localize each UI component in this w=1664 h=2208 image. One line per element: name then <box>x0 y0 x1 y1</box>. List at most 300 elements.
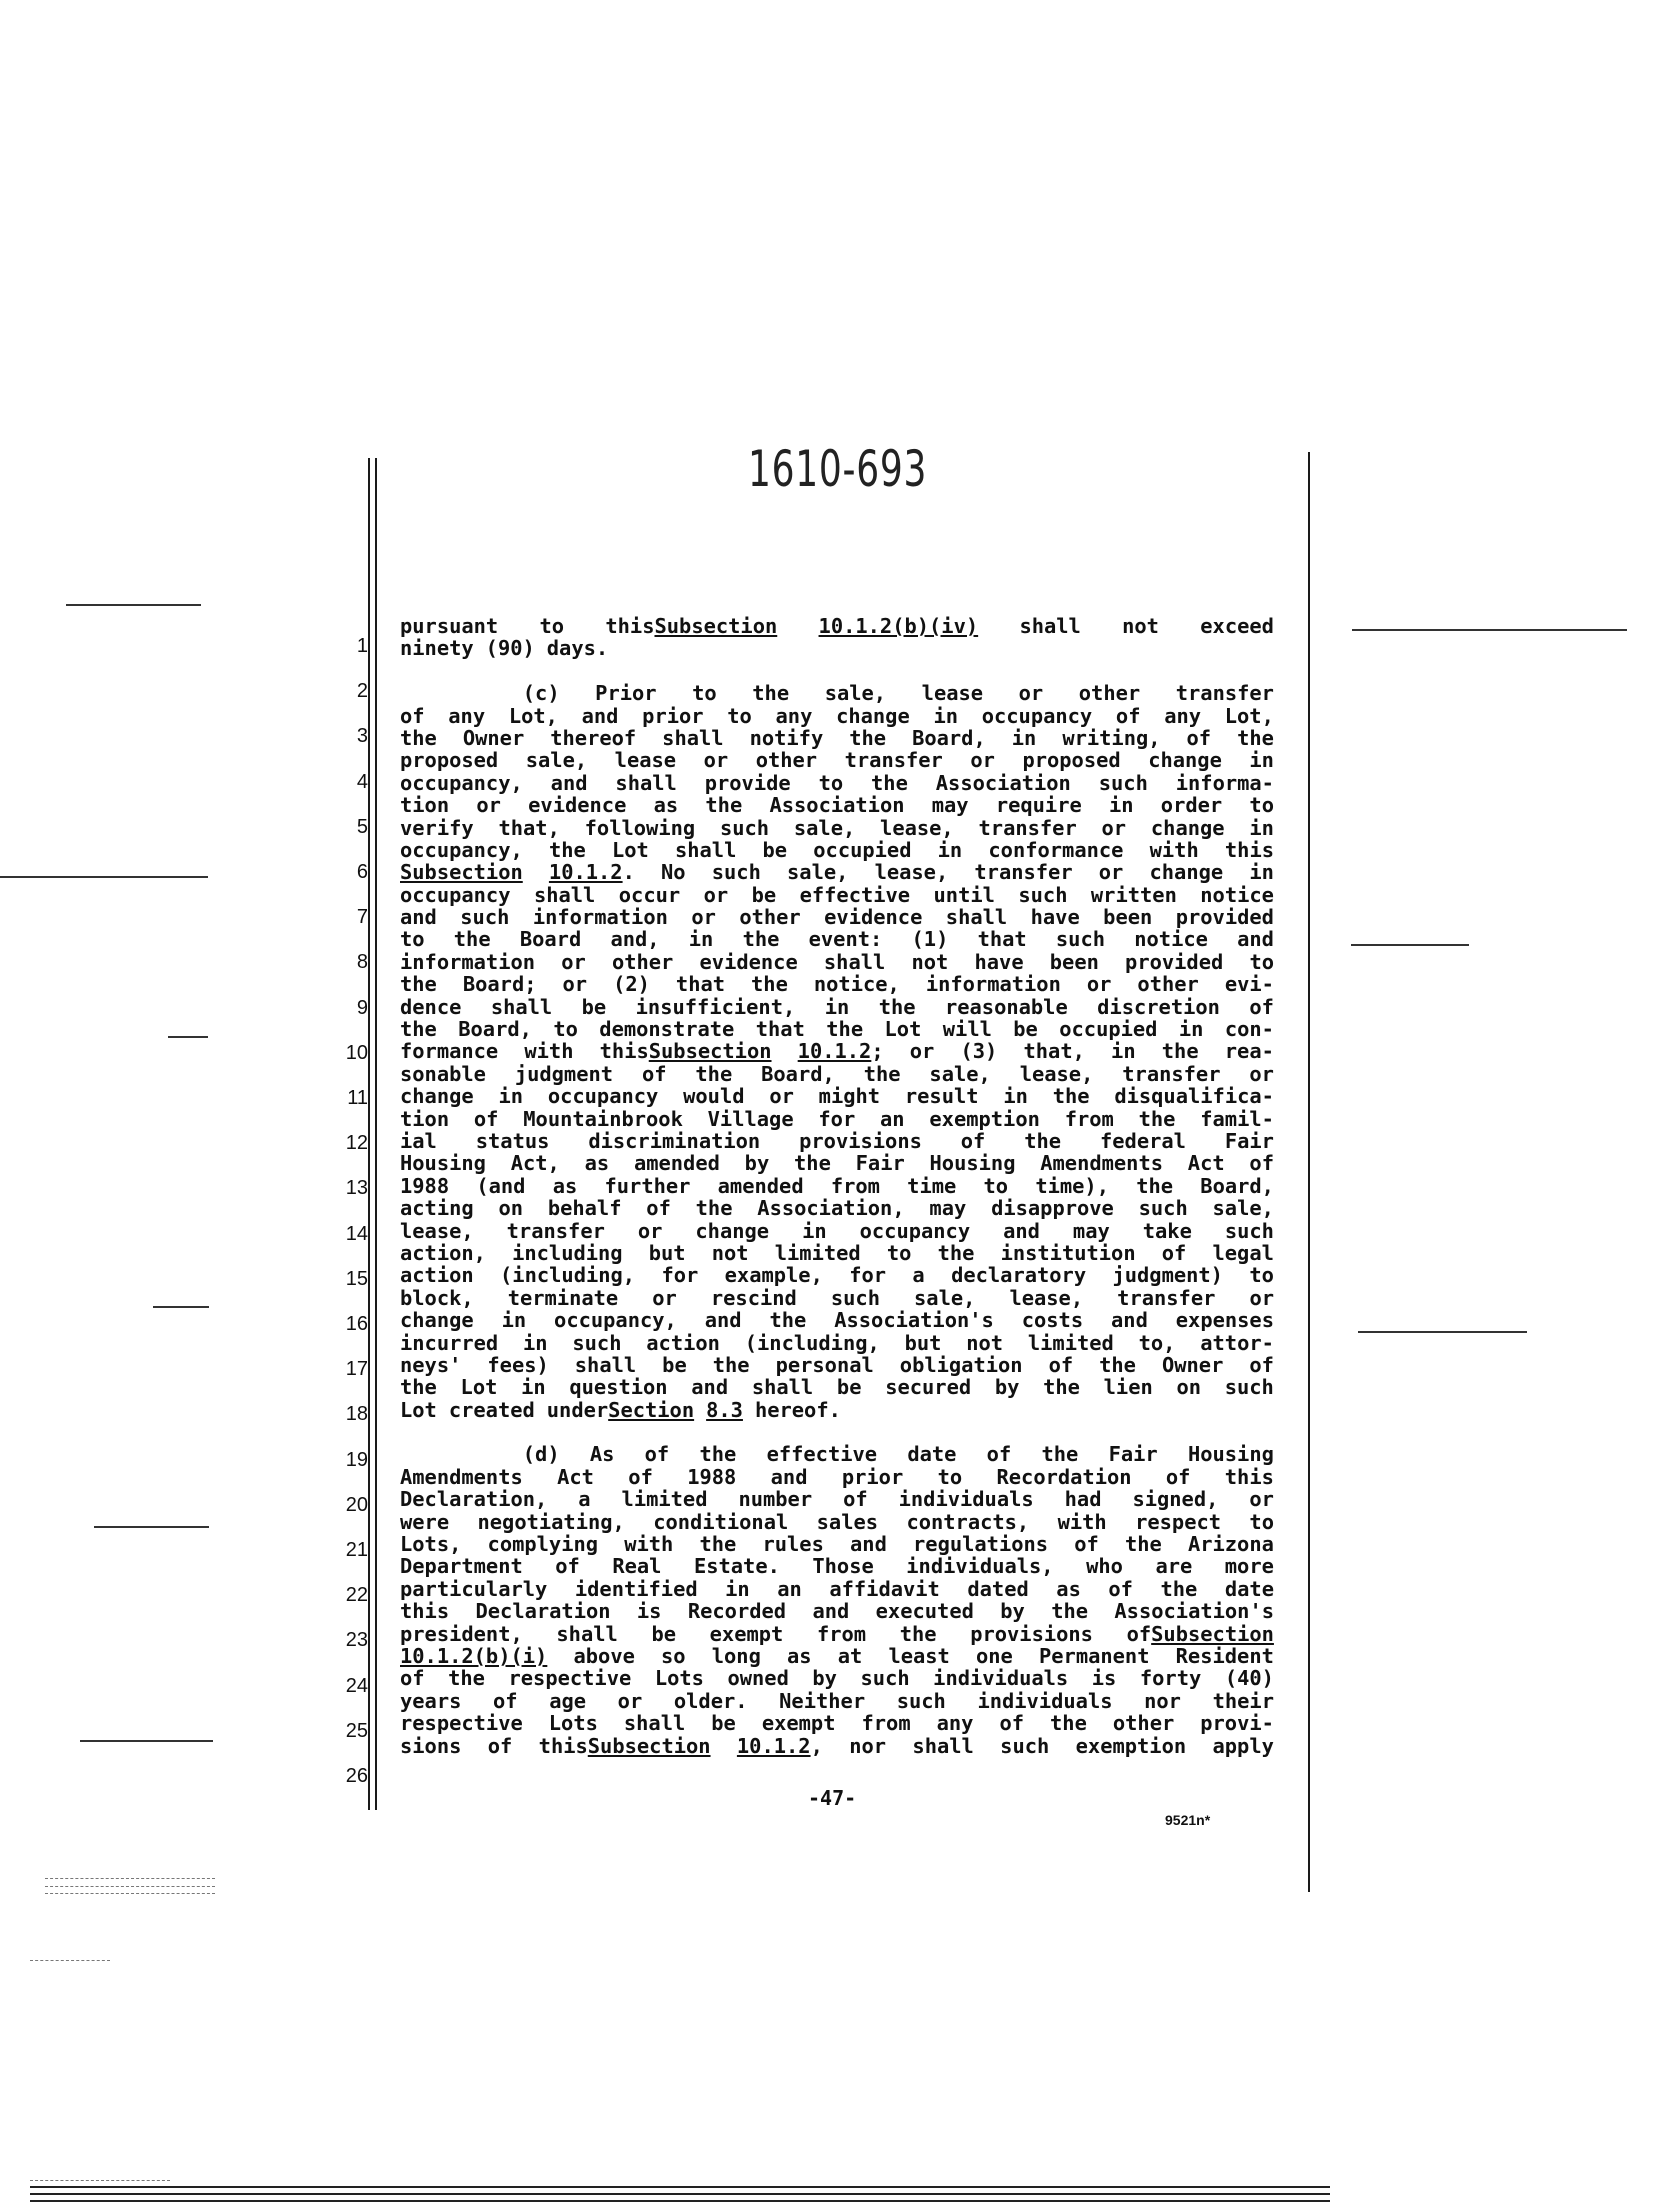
word: change <box>400 1084 474 1109</box>
word: created <box>448 1397 535 1422</box>
word: require <box>995 793 1082 818</box>
word: Act <box>557 1464 594 1489</box>
word: of <box>1249 1151 1274 1176</box>
word: limited <box>621 1487 708 1512</box>
word: in <box>498 1084 524 1109</box>
word: such <box>896 1688 946 1713</box>
word: exceed <box>1200 614 1274 638</box>
word: of <box>400 1666 425 1691</box>
word: have <box>1030 905 1080 930</box>
word: or <box>703 882 729 907</box>
word: such <box>1000 1733 1050 1758</box>
word: or <box>769 1084 794 1109</box>
word: sale, <box>914 1285 976 1310</box>
word: of <box>986 1442 1012 1467</box>
word: Housing <box>929 1151 1016 1176</box>
word: shall <box>662 725 724 750</box>
word: con- <box>1224 1017 1274 1042</box>
word: or <box>1249 1487 1274 1512</box>
word: of <box>1048 1352 1074 1377</box>
word: information <box>532 905 668 930</box>
word: change <box>1150 815 1225 840</box>
word: (and <box>476 1173 526 1198</box>
word: change <box>695 1218 770 1243</box>
word: amended <box>633 1151 720 1176</box>
word: As <box>589 1442 615 1467</box>
word: secured <box>885 1375 972 1400</box>
word: such <box>830 1285 880 1310</box>
line-number: 17 <box>345 1358 368 1381</box>
word: forty <box>1139 1666 1202 1691</box>
text-line <box>400 1466 1274 1488</box>
word: occupied <box>1059 1017 1158 1042</box>
word: older. <box>673 1688 748 1713</box>
word: effective <box>799 882 911 907</box>
text-line <box>400 1332 1274 1354</box>
word: Lot <box>884 1017 922 1042</box>
word: block, <box>400 1285 474 1310</box>
word: be <box>711 1711 736 1736</box>
line-number: 18 <box>345 1403 368 1426</box>
word: or <box>703 748 729 773</box>
word: of <box>1186 725 1212 750</box>
text-line <box>400 1018 1274 1040</box>
word: occupancy <box>981 703 1093 728</box>
word: regulations <box>913 1532 1049 1557</box>
word: (including, <box>744 1330 880 1355</box>
page-number: -47- <box>808 1786 857 1810</box>
line-number: 8 <box>356 951 368 974</box>
word: rescind <box>710 1285 797 1310</box>
text-line <box>400 1354 1274 1376</box>
text-line <box>400 1152 1274 1174</box>
word: (1) <box>911 927 949 952</box>
word: respect <box>1135 1509 1222 1534</box>
word: sonable <box>400 1061 486 1086</box>
word: Board, <box>458 1017 532 1042</box>
word: so <box>661 1643 686 1668</box>
margin-mark <box>168 1036 208 1038</box>
line-number: 2 <box>356 680 368 703</box>
word: disapprove <box>991 1196 1114 1221</box>
word: and <box>770 1464 808 1489</box>
right-margin-rule <box>1308 452 1310 1892</box>
word: nor <box>1144 1688 1181 1713</box>
word: 8.3 <box>706 1397 743 1422</box>
word: any <box>936 1711 974 1736</box>
word: change <box>1148 748 1222 773</box>
text-line <box>400 1197 1274 1219</box>
margin-mark <box>80 1740 213 1742</box>
word: 10.1.2. <box>548 860 635 885</box>
word: informa- <box>1175 770 1274 795</box>
word: Prior <box>595 681 657 706</box>
word: or <box>909 1039 935 1064</box>
text-line <box>400 1085 1274 1107</box>
text-line <box>400 1220 1274 1242</box>
word: of <box>628 1464 653 1489</box>
margin-mark <box>0 876 208 878</box>
word: of <box>1161 1240 1187 1265</box>
word: and <box>1003 1218 1040 1243</box>
word: by <box>812 1666 837 1691</box>
word: the <box>1050 1711 1087 1736</box>
word: Fair <box>1108 1442 1158 1467</box>
word: of <box>473 1106 499 1131</box>
word: Lots <box>654 1666 704 1691</box>
word: rea- <box>1224 1039 1274 1064</box>
word: with <box>1057 1509 1107 1534</box>
word: Housing <box>1187 1442 1274 1467</box>
word: transfer <box>1175 681 1274 706</box>
word: in <box>501 1308 527 1333</box>
word: to <box>539 614 565 638</box>
line-number: 21 <box>345 1539 368 1561</box>
word: any <box>1164 703 1202 728</box>
word: Recordation <box>996 1464 1132 1489</box>
word: may <box>931 793 969 818</box>
word: Resident <box>1175 1643 1274 1668</box>
word: dence <box>400 994 462 1019</box>
word: change <box>400 1308 474 1333</box>
word: prior <box>642 703 704 728</box>
word: question <box>569 1375 668 1400</box>
word: No <box>661 860 686 885</box>
word: of <box>1115 703 1141 728</box>
word: evi- <box>1224 972 1274 997</box>
word: such <box>1224 1375 1274 1400</box>
word: provi- <box>1200 1711 1274 1736</box>
word: may <box>1072 1218 1110 1243</box>
word: action <box>646 1330 720 1355</box>
word: in <box>1111 1039 1136 1064</box>
word: ial <box>400 1128 437 1153</box>
text-line <box>400 1600 1274 1622</box>
word: tion <box>400 1106 450 1131</box>
word: 1988 <box>687 1464 737 1489</box>
word: owned <box>727 1666 789 1691</box>
text-line <box>400 727 1274 749</box>
word: transfer <box>506 1218 605 1243</box>
line-number: 14 <box>345 1222 368 1245</box>
word: or <box>617 1688 643 1713</box>
word: by <box>1000 1599 1025 1624</box>
text-line <box>400 1735 1274 1757</box>
word: federal <box>1100 1128 1186 1153</box>
word: take <box>1142 1218 1192 1243</box>
word: be <box>762 837 788 862</box>
word: for <box>818 1106 856 1131</box>
word: and <box>850 1532 887 1557</box>
word: including <box>512 1240 623 1265</box>
word: provisions <box>970 1621 1093 1646</box>
text-line <box>400 1645 1274 1667</box>
word: Fair <box>855 1151 905 1176</box>
text-line <box>400 1533 1274 1555</box>
margin-mark <box>94 1526 209 1528</box>
text-line <box>400 749 1274 771</box>
word: limited <box>1027 1330 1114 1355</box>
word: or <box>1249 1285 1274 1310</box>
word: Act <box>1187 1151 1225 1176</box>
word: that, <box>498 815 560 840</box>
word: Act, <box>510 1151 560 1176</box>
word: transfer <box>1122 1061 1221 1086</box>
word: such <box>1138 1196 1188 1221</box>
scan-noise <box>45 1878 215 1879</box>
word: shall <box>556 1621 618 1646</box>
word: the <box>695 1196 733 1221</box>
word: judgment <box>514 1061 614 1086</box>
word: and, <box>610 927 660 952</box>
scan-noise <box>30 2180 170 2181</box>
word: individuals <box>898 1487 1034 1512</box>
word: individuals <box>933 1666 1069 1691</box>
word: and <box>1237 927 1274 952</box>
word: fees) <box>487 1352 549 1377</box>
word: costs <box>1021 1308 1084 1333</box>
word: one <box>976 1643 1013 1668</box>
word: (40) <box>1224 1666 1274 1691</box>
word: information <box>400 949 536 974</box>
word: disqualifica- <box>1114 1084 1274 1109</box>
word: by <box>744 1151 770 1176</box>
word: an <box>777 1576 802 1601</box>
word: 10.1.2, <box>736 1733 823 1758</box>
word: any <box>448 703 486 728</box>
word: notice <box>1134 927 1208 952</box>
word: in <box>688 927 714 952</box>
line-number: 9 <box>356 996 368 1019</box>
word: tion <box>400 793 450 818</box>
text-line <box>400 1399 1274 1421</box>
word: but <box>904 1330 942 1355</box>
line-number: 1 <box>356 635 368 657</box>
word: to <box>553 1017 578 1042</box>
word: to <box>937 1464 963 1489</box>
word: the <box>400 1375 437 1400</box>
word: terminate <box>507 1285 619 1310</box>
word: rules <box>762 1532 824 1557</box>
word: result <box>904 1084 979 1109</box>
word: sale, <box>525 748 588 773</box>
word: the <box>794 1151 831 1176</box>
line-number: 24 <box>345 1674 368 1697</box>
word: ninety <box>400 636 474 661</box>
text-line <box>400 861 1274 883</box>
word: to <box>1249 1509 1274 1534</box>
word: thisSubsection <box>599 1039 772 1064</box>
text-line <box>400 682 1274 704</box>
word: in <box>933 703 959 728</box>
word: Association <box>935 770 1071 795</box>
text-line <box>400 1108 1274 1130</box>
word: demonstrate <box>599 1017 735 1042</box>
body-text <box>400 615 1274 1757</box>
word: the <box>899 1621 937 1646</box>
word: pursuant <box>400 614 499 638</box>
word: Real <box>612 1554 662 1579</box>
word: nor <box>849 1733 887 1758</box>
word: expenses <box>1175 1308 1274 1333</box>
word: status <box>475 1128 550 1153</box>
word: least <box>888 1643 950 1668</box>
text-line <box>400 794 1274 816</box>
text-line <box>400 1175 1274 1197</box>
word: respective <box>508 1666 632 1691</box>
word: Lots, <box>400 1532 462 1557</box>
word: of <box>1249 994 1274 1019</box>
word: 1988 <box>400 1173 450 1198</box>
word: lien <box>1103 1375 1153 1400</box>
word: Lot <box>400 1397 437 1422</box>
text-line <box>400 996 1274 1018</box>
word: Lot <box>611 837 649 862</box>
word: action, <box>400 1240 486 1265</box>
text-line <box>400 1309 1274 1331</box>
word: that <box>755 1017 805 1042</box>
word: to <box>1249 949 1274 974</box>
word: in <box>824 994 850 1019</box>
word: the <box>1237 725 1274 750</box>
word: their <box>1212 1688 1274 1713</box>
word: Lot, <box>1224 703 1274 728</box>
word: been <box>1103 905 1153 930</box>
word: lease <box>614 748 677 773</box>
word: example, <box>724 1263 823 1288</box>
word: are <box>1155 1554 1193 1579</box>
word: written <box>1090 882 1177 907</box>
word: president, <box>400 1621 523 1646</box>
word: of <box>493 1688 518 1713</box>
word: or <box>561 949 586 974</box>
word: provisions <box>799 1128 922 1153</box>
word: occupied <box>813 837 912 862</box>
bottom-scan-bar <box>30 2200 1330 2202</box>
word: such <box>1224 1218 1274 1243</box>
word: writing, <box>1062 725 1161 750</box>
word: sale, <box>824 681 887 706</box>
word: such <box>711 860 761 885</box>
word: verify <box>400 815 474 840</box>
word: not <box>911 949 949 974</box>
word: (d) <box>400 1442 560 1467</box>
word: to <box>400 927 425 952</box>
word: shall <box>574 1352 637 1377</box>
word: Owner <box>1161 1352 1224 1377</box>
word: the <box>1024 1128 1062 1153</box>
text-line <box>400 1623 1274 1645</box>
word: until <box>933 882 995 907</box>
word: shall <box>945 905 1008 930</box>
word: the <box>400 1017 437 1042</box>
word: notice <box>1200 882 1274 907</box>
word: date <box>1224 1576 1274 1601</box>
line-number: 11 <box>347 1087 368 1109</box>
word: that <box>675 972 726 997</box>
word: age <box>549 1688 587 1713</box>
word: to <box>818 770 844 795</box>
word: identified <box>574 1576 698 1601</box>
word: in <box>521 1375 546 1400</box>
word: change <box>836 703 910 728</box>
word: Lot, <box>508 703 558 728</box>
word: (90) <box>485 636 535 661</box>
word: in <box>1249 815 1274 840</box>
word: prior <box>841 1464 904 1489</box>
word: occupancy <box>400 882 511 907</box>
word: from <box>1064 1106 1114 1131</box>
word: Association <box>769 793 905 818</box>
word: number <box>738 1487 813 1512</box>
word: Association's <box>1114 1599 1274 1624</box>
word: of <box>1108 1576 1133 1601</box>
word: lease, <box>400 1218 474 1243</box>
word: who <box>1086 1554 1123 1579</box>
word: Board <box>519 927 582 952</box>
word: of <box>843 1487 868 1512</box>
text-line <box>400 1376 1274 1398</box>
word: exempt <box>761 1711 836 1736</box>
word: such <box>1055 927 1106 952</box>
word: the <box>937 1240 975 1265</box>
word: occupancy <box>859 1218 971 1243</box>
word: of <box>487 1733 513 1758</box>
word: with <box>624 1532 674 1557</box>
word: be <box>751 882 777 907</box>
word: date <box>907 1442 957 1467</box>
word: dated <box>967 1576 1029 1601</box>
word: in <box>937 837 963 862</box>
word: ofSubsection <box>1126 1621 1274 1646</box>
word: at <box>837 1643 863 1668</box>
word: lease <box>921 681 984 706</box>
word: in <box>1249 860 1274 885</box>
word: the <box>1136 1173 1174 1198</box>
word: or <box>1018 681 1044 706</box>
word: or <box>637 1218 663 1243</box>
bottom-scan-bar <box>30 2186 1330 2188</box>
word: is <box>636 1599 662 1624</box>
text-line <box>400 1443 1274 1465</box>
line-number: 22 <box>345 1584 368 1607</box>
word: of <box>1074 1532 1099 1557</box>
word: complying <box>487 1532 599 1557</box>
word: (including, <box>500 1263 636 1288</box>
word: lease, <box>880 815 954 840</box>
text-line <box>400 906 1274 928</box>
word: apply <box>1212 1733 1274 1758</box>
word: behalf <box>547 1196 622 1221</box>
line-number: 10 <box>345 1041 368 1064</box>
word: judgment) <box>1112 1263 1223 1288</box>
word: were <box>400 1509 450 1534</box>
word: Housing <box>400 1151 486 1176</box>
word: Neither <box>779 1688 866 1713</box>
word: contracts, <box>906 1509 1030 1534</box>
word: executed <box>875 1599 974 1624</box>
word: be <box>662 1352 687 1377</box>
word: conditional <box>653 1509 789 1534</box>
word: or <box>476 793 501 818</box>
text-line <box>400 1242 1274 1264</box>
left-margin-rule-inner <box>375 458 377 1810</box>
word: Board, <box>1200 1173 1274 1198</box>
word: the <box>751 972 788 997</box>
word: Subsection <box>400 860 523 885</box>
word: particularly <box>400 1576 548 1601</box>
word: the <box>695 1061 733 1086</box>
